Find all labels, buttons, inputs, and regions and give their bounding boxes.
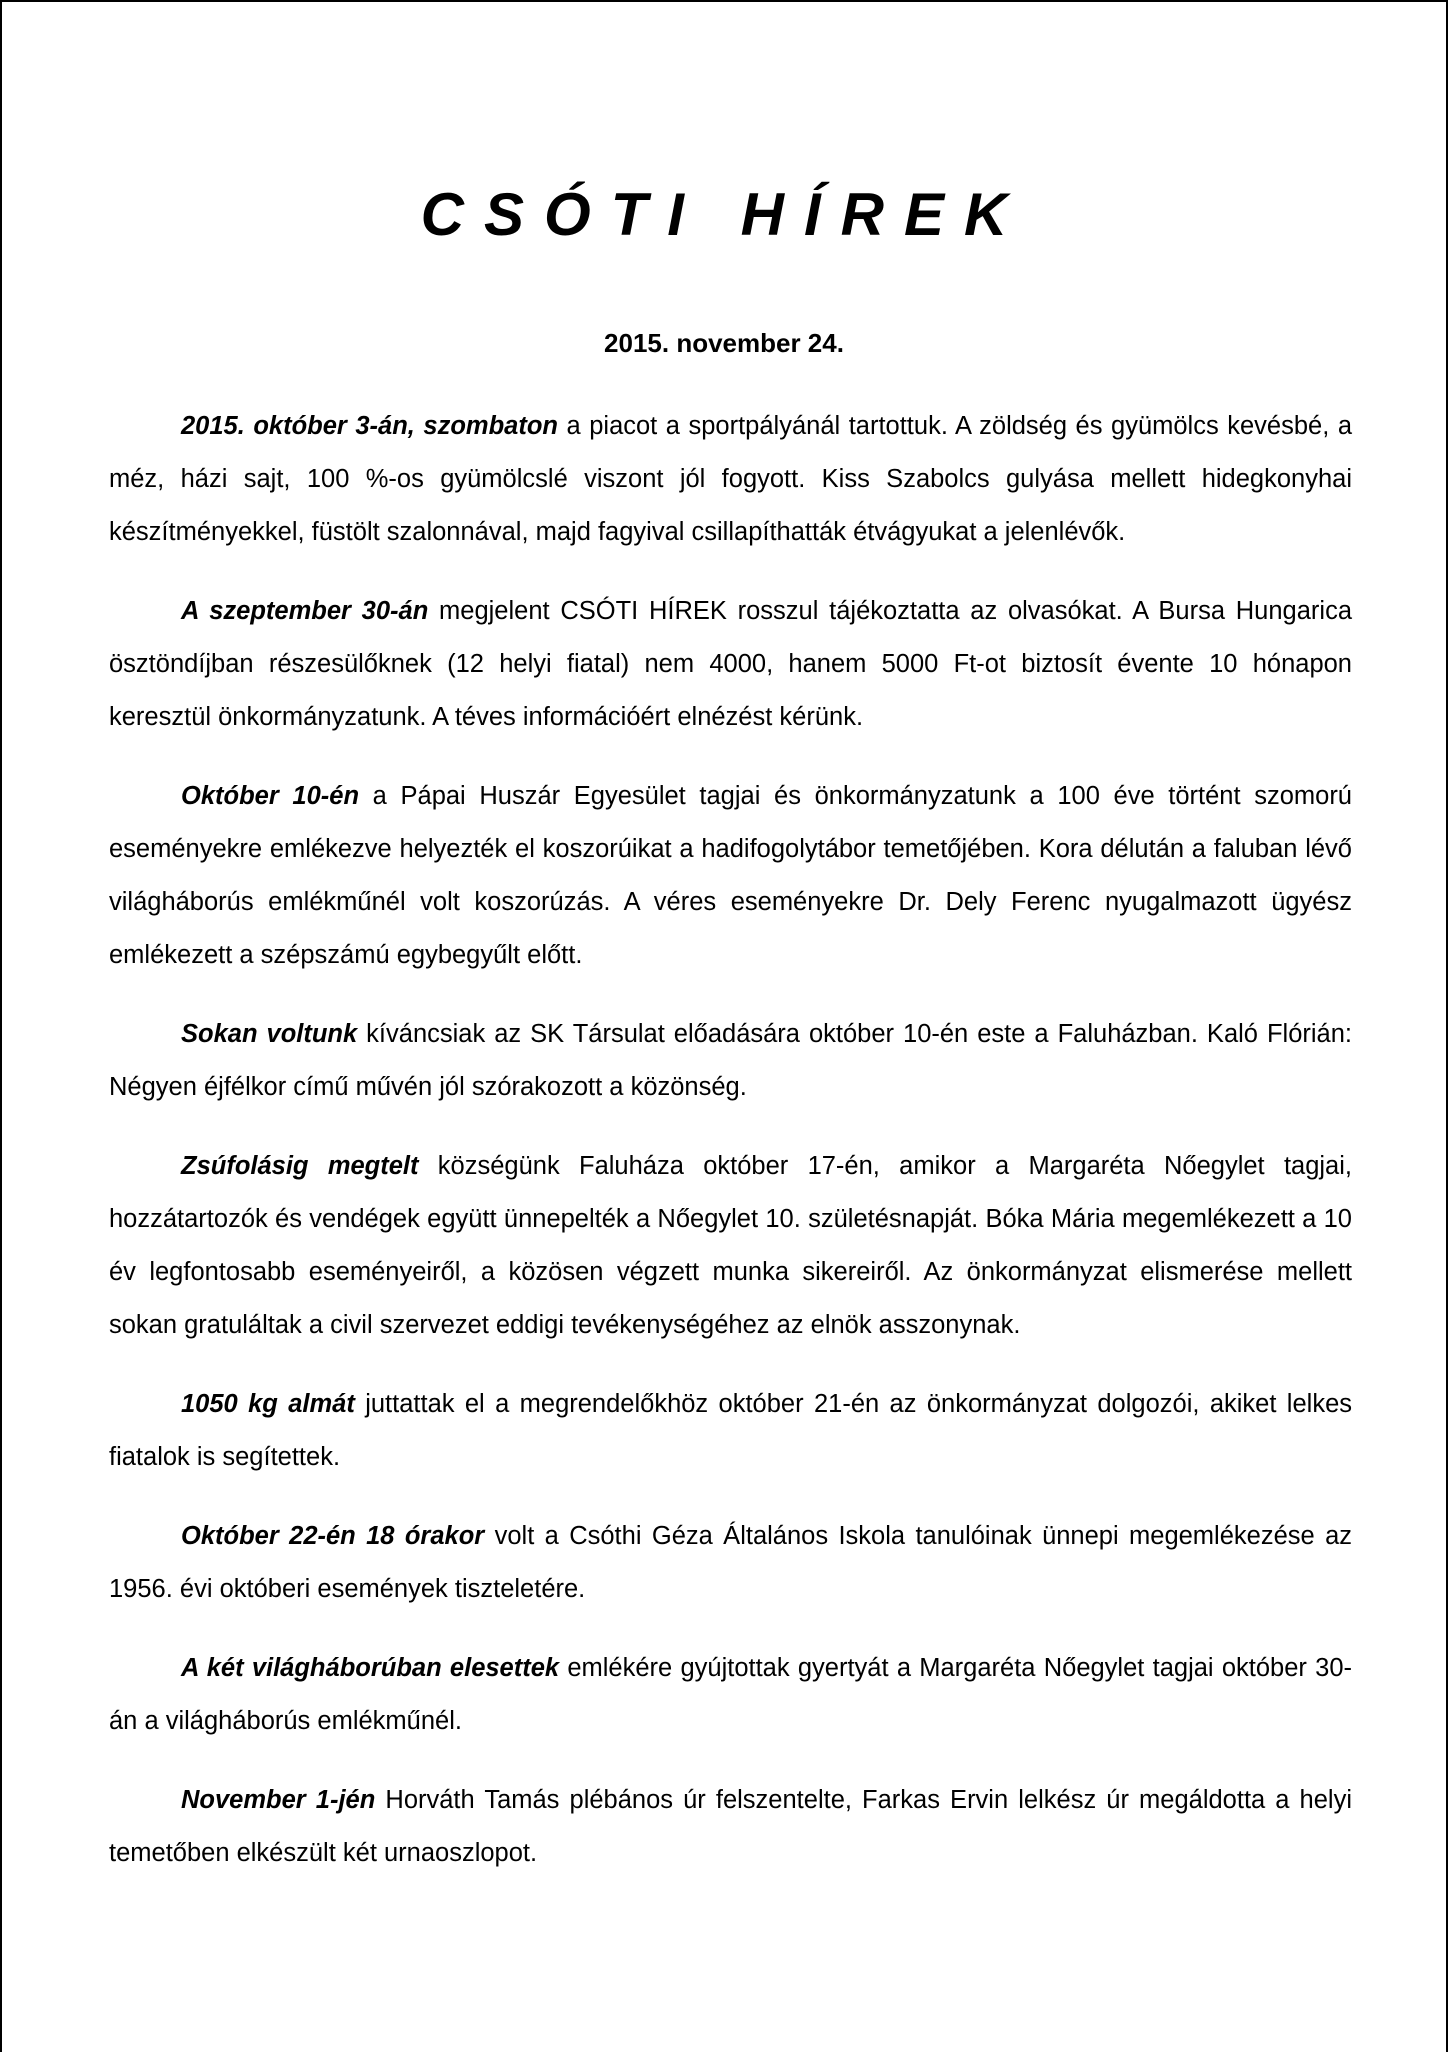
paragraph-lead: A két világháborúban elesettek (181, 1654, 560, 1682)
news-paragraph (109, 1510, 1352, 1616)
paragraph-lead: A szeptember 30-án (181, 597, 429, 625)
news-paragraph (109, 400, 1352, 559)
news-paragraph (109, 1642, 1352, 1748)
news-paragraph (109, 770, 1352, 982)
paragraph-text: megjelent CSÓTI HÍREK rosszul tájékoztatta az olvasókat. A Bursa Hungarica ösztöndíjban részesülőknek (12 helyi fiatal) nem 4000, hanem 5000 Ft-ot biztosít évente 10 hónapon keresztül önkormányzatunk. A téves információért elnézést kérünk. (109, 597, 1352, 731)
paragraph-text: a piacot a sportpályánál tartottuk. A zöldség és gyümölcs kevésbé, a méz, házi sajt, 100 %-os gyümölcslé viszont jól fogyott. Kiss Szabolcs gulyása mellett hidegkonyhai készítményekkel, füstölt szalonnával, majd fagyival csillapíthatták étvágyukat a jelenlévők. (109, 412, 1352, 546)
paragraph-text: kíváncsiak az SK Társulat előadására október 10-én este a Faluházban. Kaló Flórián: Négyen éjfélkor című művén jól szórakozott a közönség. (109, 1020, 1352, 1101)
issue-date: 2015. november 24. (604, 328, 844, 358)
article-body (109, 400, 1352, 1906)
paragraph-lead: Sokan voltunk (181, 1020, 358, 1048)
paragraph-text: emlékére gyújtottak gyertyát a Margaréta Nőegylet tagjai október 30-án a világháborús emlékműnél. (109, 1654, 1352, 1735)
paragraph-text: a Pápai Huszár Egyesület tagjai és önkormányzatunk a 100 éve történt szomorú eseményekre emlékezve helyezték el koszorúikat a hadifogolytábor temetőjében. Kora délután a faluban lévő világháborús emlékműnél volt koszorúzás. A véres eseményekre Dr. Dely Ferenc nyugalmazott ügyész emlékezett a szépszámú egybegyűlt előtt. (109, 782, 1352, 969)
paragraph-lead: Október 22-én 18 órakor (181, 1522, 485, 1550)
paragraph-lead: Zsúfolásig megtelt (181, 1152, 419, 1180)
paragraph-text: Horváth Tamás plébános úr felszentelte, Farkas Ervin lelkész úr megáldotta a helyi temetőben elkészült két urnaoszlopot. (109, 1786, 1353, 1867)
news-paragraph (109, 1008, 1352, 1114)
news-paragraph (109, 585, 1352, 744)
paragraph-lead: November 1-jén (181, 1786, 376, 1814)
paragraph-text: juttattak el a megrendelőkhöz október 21-én az önkormányzat dolgozói, akiket lelkes fiatalok is segítettek. (109, 1390, 1352, 1471)
news-paragraph (109, 1774, 1352, 1880)
newsletter-title: CSÓTI HÍREK (420, 181, 1028, 248)
paragraph-lead: Október 10-én (181, 782, 360, 810)
paragraph-text: községünk Faluháza október 17-én, amikor a Margaréta Nőegylet tagjai, hozzátartozók és vendégek együtt ünnepelték a Nőegylet 10. születésnapját. Bóka Mária megemlékezett a 10 év legfontosabb eseményeiről, a közösen végzett munka sikereiről. Az önkormányzat elismerése mellett sokan gratuláltak a civil szervezet eddigi tevékenységéhez az elnök asszonynak. (109, 1152, 1352, 1339)
news-paragraph (109, 1378, 1352, 1484)
news-paragraph (109, 1140, 1352, 1352)
paragraph-lead: 1050 kg almát (181, 1390, 355, 1418)
paragraph-lead: 2015. október 3-án, szombaton (181, 412, 558, 440)
paragraph-text: volt a Csóthi Géza Általános Iskola tanulóinak ünnepi megemlékezése az 1956. évi októberi események tiszteletére. (109, 1522, 1352, 1603)
